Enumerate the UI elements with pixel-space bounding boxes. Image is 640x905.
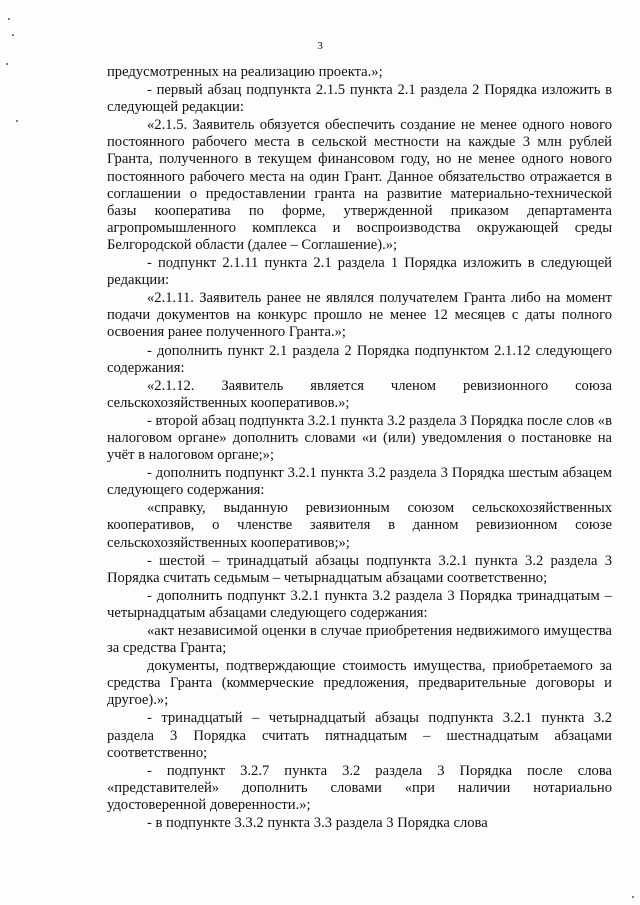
paragraph: документы, подтверждающие стоимость имущества, приобретаемого за средства Гранта (коммерческие предложения, предварительные договоры и другое).»; — [107, 658, 612, 709]
paragraph: «2.1.11. Заявитель ранее не являлся получателем Гранта либо на момент подачи документов на конкурс прошло не менее 12 месяцев с даты полного освоения ранее полученного Гранта.»; — [107, 290, 612, 341]
scan-dot — [16, 120, 18, 122]
paragraph: «2.1.12. Заявитель является членом ревизионного союза сельскохозяйственных кооперативов.»; — [107, 377, 612, 411]
paragraph: - подпункт 2.1.11 пункта 2.1 раздела 1 Порядка изложить в следующей редакции: — [107, 255, 612, 289]
paragraph: - подпункт 3.2.7 пункта 3.2 раздела 3 Порядка после слова «представителей» дополнить словами «при наличии нотариально удостоверенной доверенности.»; — [107, 762, 612, 813]
paragraph: - тринадцатый – четырнадцатый абзацы подпункта 3.2.1 пункта 3.2 раздела 3 Порядка считать пятнадцатым – шестнадцатым абзацами соответственно; — [107, 710, 612, 761]
paragraph: - шестой – тринадцатый абзацы подпункта 3.2.1 пункта 3.2 раздела 3 Порядка считать седьмым – четырнадцатым абзацами соответственно; — [107, 552, 612, 586]
document-body — [107, 64, 612, 833]
scan-dot — [632, 896, 634, 898]
paragraph: - второй абзац подпункта 3.2.1 пункта 3.2 раздела 3 Порядка после слов «в налоговом органе» дополнить словами «и (или) уведомления о постановке на учёт в налоговом органе;»; — [107, 412, 612, 464]
paragraph: - первый абзац подпункта 2.1.5 пункта 2.1 раздела 2 Порядка изложить в следующей редакции: — [107, 82, 612, 116]
paragraph: «2.1.5. Заявитель обязуется обеспечить создание не менее одного нового постоянного рабочего места в сельской местности на каждые 3 млн рублей Гранта, полученного в текущем финансовом году, но не менее одного нового постоянного рабочего места на один Грант. Данное обязательство отражается в соглашении о предоставлении гранта на развитие материально-технической базы кооператива по форме, утвержденной приказом департамента агропромышленного комплекса и воспроизводства окружающей среды Белгородской области (далее – Соглашение).»; — [107, 117, 612, 253]
paragraph: «справку, выданную ревизионным союзом сельскохозяйственных кооперативов, о членстве заявителя в данном ревизионном союзе сельскохозяйственных кооперативов;»; — [107, 500, 612, 551]
page-number: 3 — [317, 40, 323, 52]
paragraph: предусмотренных на реализацию проекта.»; — [107, 64, 383, 80]
scan-dot — [8, 18, 10, 20]
paragraph: - в подпункте 3.3.2 пункта 3.3 раздела 3 Порядка слова — [147, 815, 488, 832]
scan-dot — [12, 34, 14, 36]
paragraph: - дополнить пункт 2.1 раздела 2 Порядка подпунктом 2.1.12 следующего содержания: — [107, 342, 612, 376]
paragraph: - дополнить подпункт 3.2.1 пункта 3.2 раздела 3 Порядка тринадцатым – четырнадцатым абзацами следующего содержания: — [107, 587, 612, 621]
paragraph: «акт независимой оценки в случае приобретения недвижимого имущества за средства Гранта; — [107, 623, 612, 657]
scan-dot — [6, 63, 8, 65]
paragraph: - дополнить подпункт 3.2.1 пункта 3.2 раздела 3 Порядка шестым абзацем следующего содержания: — [107, 465, 612, 499]
